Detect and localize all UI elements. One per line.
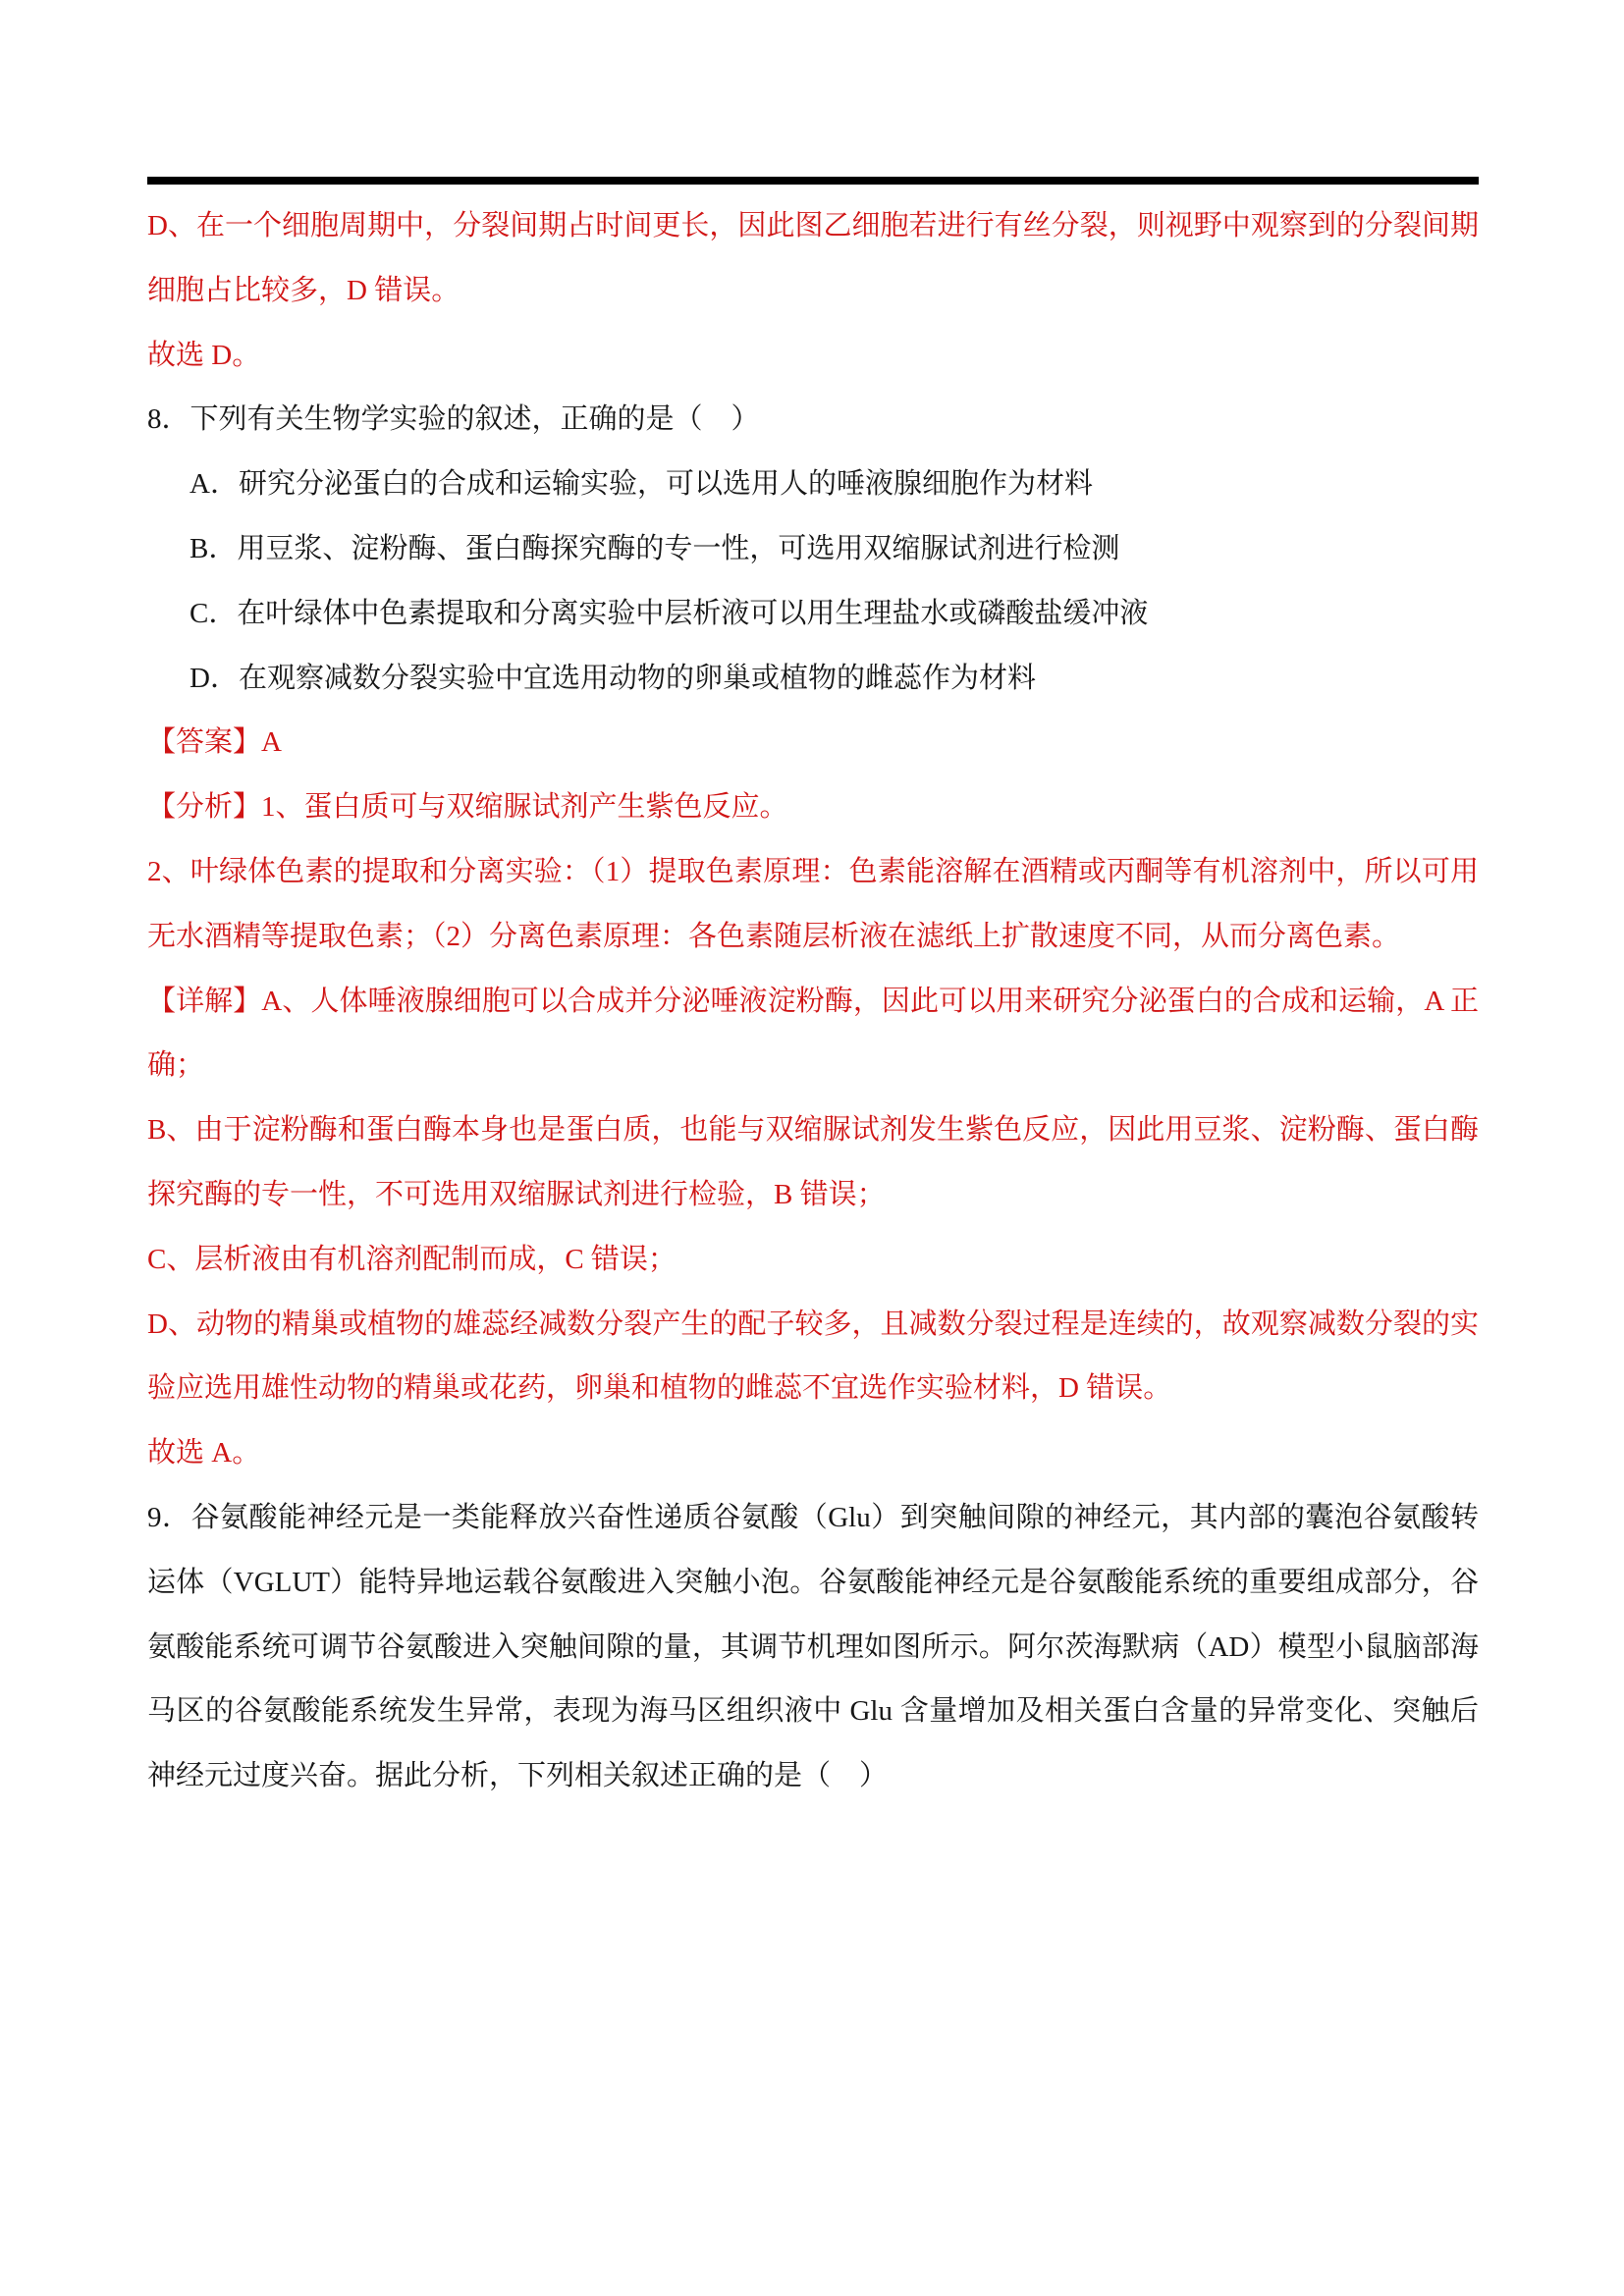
q8-answer: 【答案】A <box>147 726 282 759</box>
document-content <box>147 194 1479 1809</box>
q8-detail-a: 【详解】A、人体唾液腺细胞可以合成并分泌唾液淀粉酶，因此可以用来研究分泌蛋白的合成和运输，A 正确； <box>147 985 1479 1082</box>
q8-detail-c: C、层析液由有机溶剂配制而成，C 错误； <box>147 1243 677 1275</box>
q7-conclusion: 故选 D。 <box>147 339 261 371</box>
q7-detail-d: D、在一个细胞周期中，分裂间期占时间更长，因此图乙细胞若进行有丝分裂，则视野中观察到的分裂间期细胞占比较多，D 错误。 <box>147 210 1479 306</box>
q8-detail-d: D、动物的精巢或植物的雄蕊经减数分裂产生的配子较多，且减数分裂过程是连续的，故观察减数分裂的实验应选用雄性动物的精巢或花药，卵巢和植物的雌蕊不宜选作实验材料，D 错误。 <box>147 1308 1479 1405</box>
q9-stem: 9．谷氨酸能神经元是一类能释放兴奋性递质谷氨酸（Glu）到突触间隙的神经元，其内部的囊泡谷氨酸转运体（VGLUT）能特异地运载谷氨酸进入突触小泡。谷氨酸能神经元是谷氨酸能系统的重要组成部分，谷氨酸能系统可调节谷氨酸进入突触间隙的量，其调节机理如图所示。阿尔茨海默病（AD）模型小鼠脑部海马区的谷氨酸能系统发生异常，表现为海马区组织液中 Glu 含量增加及相关蛋白含量的异常变化、突触后神经元过度兴奋。据此分析，下列相关叙述正确的是（ ） <box>147 1501 1479 1792</box>
q8-analysis-part1: 【分析】1、蛋白质可与双缩脲试剂产生紫色反应。 <box>147 791 788 824</box>
q8-analysis-part2: 2、叶绿体色素的提取和分离实验：（1）提取色素原理：色素能溶解在酒精或丙酮等有机溶剂中，所以可用无水酒精等提取色素；（2）分离色素原理：各色素随层析液在滤纸上扩散速度不同，从而分离色素。 <box>147 855 1479 952</box>
q8-stem: 8．下列有关生物学实验的叙述，正确的是（ ） <box>147 403 760 436</box>
q8-conclusion: 故选 A。 <box>147 1437 261 1469</box>
header-separator-line <box>147 177 1479 185</box>
q8-detail-b: B、由于淀粉酶和蛋白酶本身也是蛋白质，也能与双缩脲试剂发生紫色反应，因此用豆浆、淀粉酶、蛋白酶探究酶的专一性，不可选用双缩脲试剂进行检验，B 错误； <box>147 1114 1479 1210</box>
q8-option-d: D．在观察减数分裂实验中宜选用动物的卵巢或植物的雌蕊作为材料 <box>189 662 1036 694</box>
q8-option-b: B．用豆浆、淀粉酶、蛋白酶探究酶的专一性，可选用双缩脲试剂进行检测 <box>189 532 1120 564</box>
q8-option-c: C．在叶绿体中色素提取和分离实验中层析液可以用生理盐水或磷酸盐缓冲液 <box>189 597 1149 629</box>
q8-option-a: A．研究分泌蛋白的合成和运输实验，可以选用人的唾液腺细胞作为材料 <box>189 468 1093 501</box>
